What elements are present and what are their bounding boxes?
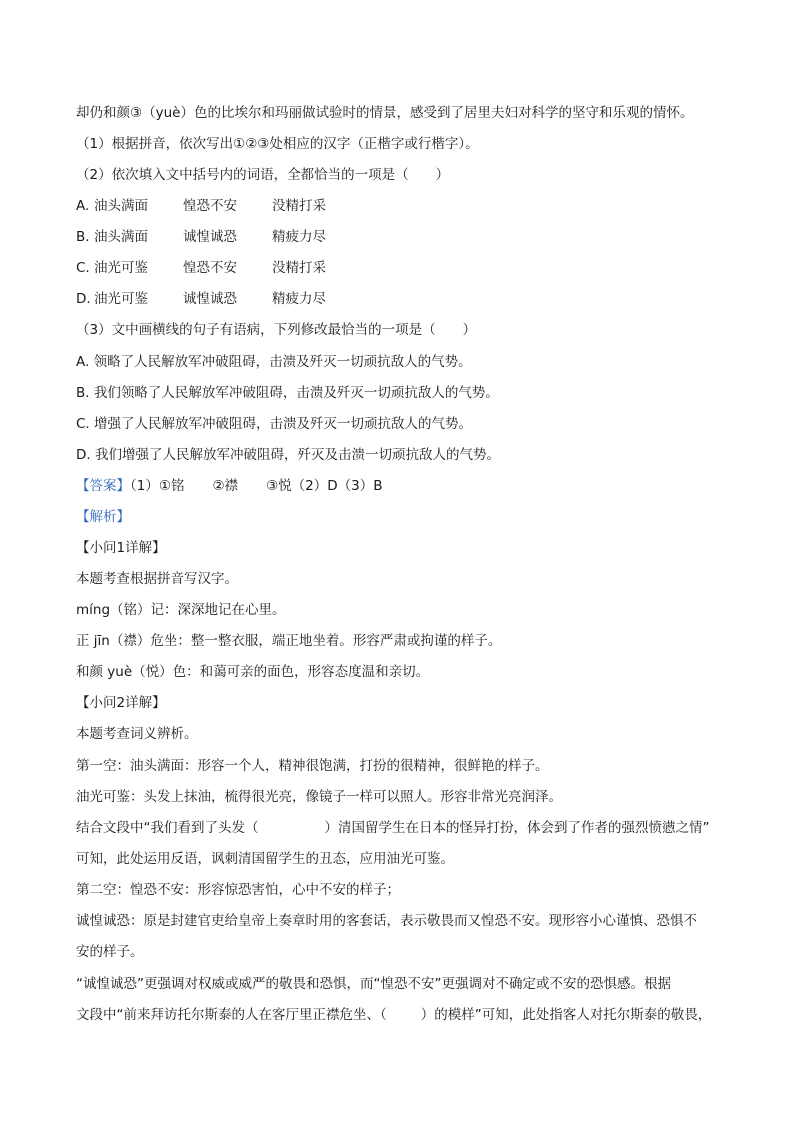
option-word: 油头满面 — [94, 229, 148, 245]
answer-part: ②襟 — [212, 478, 239, 494]
text-part: 结合文段中“我们看到了头发（ — [76, 820, 259, 836]
option-word: 诚惶诚恐 — [183, 229, 237, 245]
option-word: 精疲力尽 — [272, 291, 326, 307]
q3-option-b: B. 我们领略了人民解放军冲破阻碍，击溃及歼灭一切顽抗敌人的气势。 — [76, 385, 499, 401]
sub2-text — [76, 1003, 711, 1027]
sub2-text: 油光可鉴：头发上抹油，梳得很光亮，像镜子一样可以照人。形容非常光亮润泽。 — [76, 789, 562, 805]
question-3: （3）文中画横线的句子有语病，下列修改最恰当的一项是（ ） — [76, 322, 477, 338]
q2-option-d — [76, 287, 326, 311]
sub2-text: 安的样子。 — [76, 944, 144, 960]
sub2-text: 第一空：油头满面：形容一个人，精神很饱满，打扮的很精神，很鲜艳的样子。 — [76, 758, 549, 774]
passage-line: 却仍和颜③（yuè）色的比埃尔和玛丽做试验时的情景，感受到了居里夫妇对科学的坚守和乐观的情怀。 — [76, 105, 694, 121]
option-word: 惶恐不安 — [183, 260, 237, 276]
option-word: 油光可鉴 — [94, 260, 148, 276]
sub2-text — [76, 816, 710, 840]
option-word: 惶恐不安 — [183, 198, 237, 214]
sub1-label: 【小问1详解】 — [76, 540, 166, 556]
option-letter: C. — [76, 260, 90, 276]
sub1-item: míng（铭）记：深深地记在心里。 — [76, 602, 286, 618]
text-part: ）清国留学生在日本的怪异打扮，体会到了作者的强烈愤懑之情” — [324, 820, 710, 836]
q3-option-c: C. 增强了人民解放军冲破阻碍，击溃及歼灭一切顽抗敌人的气势。 — [76, 416, 473, 432]
q2-option-a — [76, 194, 326, 218]
text-part: 文段中“前来拜访托尔斯泰的人在客厅里正襟危坐、（ — [76, 1007, 387, 1023]
q2-option-c — [76, 256, 326, 280]
q3-option-a: A. 领略了人民解放军冲破阻碍，击溃及歼灭一切顽抗敌人的气势。 — [76, 354, 472, 370]
q2-option-b — [76, 225, 326, 249]
option-letter: A. — [76, 198, 90, 214]
option-word: 没精打采 — [272, 198, 326, 214]
option-letter: B. — [76, 229, 90, 245]
option-word: 没精打采 — [272, 260, 326, 276]
option-word: 油光可鉴 — [94, 291, 148, 307]
sub2-label: 【小问2详解】 — [76, 695, 166, 711]
question-2: （2）依次填入文中括号内的词语，全都恰当的一项是（ ） — [76, 167, 450, 183]
option-word: 精疲力尽 — [272, 229, 326, 245]
text-part: ）的模样”可知，此处指客人对托尔斯泰的敬畏， — [420, 1007, 712, 1023]
answer-part: （1）①铭 — [130, 478, 185, 494]
sub2-text: “诚惶诚恐”更强调对权威或威严的敬畏和恐惧，而“惶恐不安”更强调对不确定或不安的恐惧感。根据 — [76, 976, 671, 992]
sub2-text: 第二空：惶恐不安：形容惊恐害怕，心中不安的样子； — [76, 882, 400, 898]
sub2-text: 诚惶诚恐：原是封建官吏给皇帝上奏章时用的客套话，表示敬畏而又惶恐不安。现形容小心谨慎、恐惧不 — [76, 913, 697, 929]
answer-label: 【答案】 — [76, 478, 130, 494]
sub1-item: 正 jīn（襟）危坐：整一整衣服，端正地坐着。形容严肃或拘谨的样子。 — [76, 633, 502, 649]
question-1: （1）根据拼音，依次写出①②③处相应的汉字（正楷字或行楷字）。 — [76, 136, 479, 152]
option-letter: D. — [76, 291, 91, 307]
sub1-intro: 本题考查根据拼音写汉字。 — [76, 571, 238, 587]
sub1-item: 和颜 yuè（悦）色：和蔼可亲的面色，形容态度温和亲切。 — [76, 664, 430, 680]
sub2-text: 可知，此处运用反语，讽刺清国留学生的丑态，应用油光可鉴。 — [76, 851, 454, 867]
q3-option-d: D. 我们增强了人民解放军冲破阻碍，歼灭及击溃一切顽抗敌人的气势。 — [76, 447, 500, 463]
option-word: 油头满面 — [94, 198, 148, 214]
option-word: 诚惶诚恐 — [183, 291, 237, 307]
analysis-label: 【解析】 — [76, 509, 130, 525]
sub2-intro: 本题考查词义辨析。 — [76, 726, 198, 742]
answer-line — [76, 474, 383, 498]
answer-part: ③悦（2）D（3）B — [266, 478, 383, 494]
